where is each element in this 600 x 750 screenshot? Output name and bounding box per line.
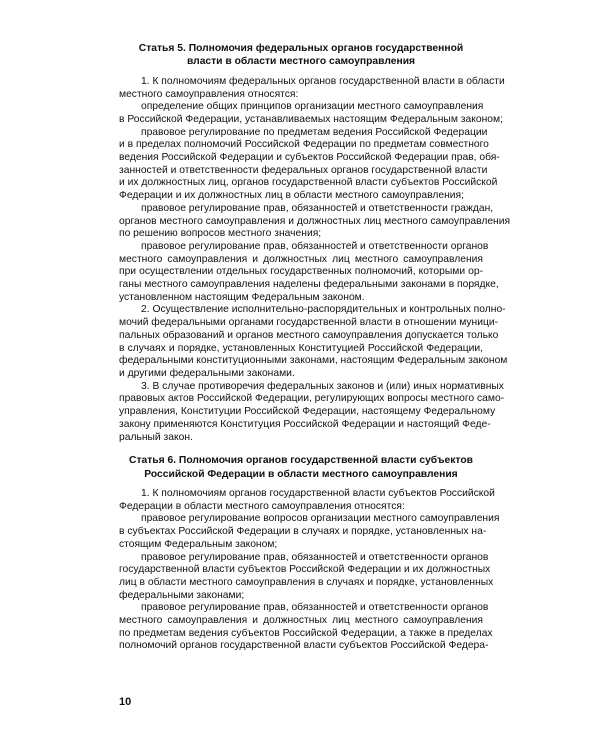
text-line: пальных образований и органов местного самоуправления допускается только	[119, 329, 499, 341]
text-line: в Российской Федерации, устанавливаемых настоящим Федеральным законом;	[119, 113, 503, 125]
paragraph	[119, 75, 505, 101]
text-line: ведения Российской Федерации и субъектов Российской Федерации прав, обя-	[119, 152, 500, 164]
heading-line: Российской Федерации в области местного самоуправления	[144, 468, 458, 480]
text-line: федеральными законами;	[119, 589, 245, 601]
paragraph	[119, 126, 500, 203]
text-line: по предметам ведения субъектов Российской Федерации, а также в пределах	[119, 627, 493, 639]
paragraph	[119, 101, 503, 126]
text-line: правовое регулирование прав, обязанностей и ответственности органов	[141, 240, 489, 252]
text-line: определение общих принципов организации местного самоуправления	[141, 101, 484, 113]
text-line: по решению вопросов местного значения;	[119, 228, 322, 240]
text-line: местного самоуправления и должностных лиц местного самоуправления	[119, 615, 483, 627]
page-number: 10	[119, 696, 132, 708]
text-line: правовое регулирование прав, обязанностей и ответственности органов	[141, 602, 489, 614]
text-line: правовых актов Российской Федерации, регулирующих вопросы местного само-	[119, 393, 505, 405]
text-line: лиц в области местного самоуправления в случаях и порядке, установленных	[119, 576, 494, 588]
text-line: ральный закон.	[119, 431, 193, 443]
paragraph	[119, 551, 494, 603]
paragraph	[119, 488, 495, 513]
text-line: правовое регулирование вопросов организации местного самоуправления	[141, 513, 500, 525]
text-line: правовое регулирование по предметам ведения Российской Федерации	[141, 126, 488, 138]
paragraph	[119, 602, 493, 653]
text-line: Федерации в области местного самоуправления относятся:	[119, 500, 405, 512]
article-6-heading	[119, 454, 483, 481]
text-line: стоящим Федеральным законом;	[119, 538, 278, 550]
text-line: правовое регулирование прав, обязанностей и ответственности граждан,	[141, 202, 494, 214]
text-line: закону применяются Конституция Российской Федерации и настоящий Феде-	[119, 418, 491, 430]
text-line: местного самоуправления и должностных лиц местного самоуправления	[119, 253, 483, 265]
text-line: 3. В случае противоречия федеральных законов и (или) иных нормативных	[141, 380, 504, 392]
text-line: Федерации и их должностных лиц в области местного самоуправления;	[119, 190, 464, 202]
text-line: 2. Осуществление исполнительно-распорядительных и контрольных полно-	[141, 304, 506, 316]
article-6-body	[119, 488, 500, 653]
heading-line: Статья 5. Полномочия федеральных органов государственной	[138, 43, 464, 54]
text-line: полномочий органов государственной власти субъектов Российской Федера-	[119, 640, 489, 652]
text-line: занностей и ответственности федеральных органов государственной власти	[119, 164, 488, 176]
text-line: ганы местного самоуправления наделены федеральными законами в порядке,	[119, 279, 499, 291]
text-line: 1. К полномочиям органов государственной власти субъектов Российской	[141, 488, 495, 500]
text-line: органов местного самоуправления и должностных лиц местного самоуправления	[119, 215, 511, 227]
heading-line: Статья 6. Полномочия органов государственной власти субъектов	[129, 455, 473, 467]
paragraph	[119, 513, 500, 551]
text-line: федеральными конституционными законами, настоящим Федеральным законом	[119, 355, 508, 367]
paragraph	[119, 304, 508, 380]
document-page	[119, 42, 511, 653]
paragraph	[119, 202, 511, 241]
text-line: местного самоуправления относятся:	[119, 88, 299, 100]
text-line: в случаях и порядке, установленных Конституцией Российской Федерации,	[119, 342, 483, 354]
text-line: управления, Конституции Российской Федерации, настоящему Федеральному	[119, 406, 496, 418]
text-line: 1. К полномочиям федеральных органов государственной власти в области	[141, 75, 505, 87]
paragraph	[119, 380, 505, 445]
text-line: и их должностных лиц, органов государственной власти субъектов Российской	[119, 177, 498, 189]
text-line: мочий федеральными органами государственной власти в отношении муници-	[119, 317, 499, 329]
text-line: государственной власти субъектов Российской Федерации и их должностных	[119, 564, 491, 576]
paragraph	[119, 240, 499, 305]
text-line: установленном настоящим Федеральным законом.	[119, 291, 365, 303]
text-line: и другими федеральными законами.	[119, 367, 295, 379]
text-line: и в пределах полномочий Российской Федерации по предметам совместного	[119, 139, 489, 151]
text-line: правовое регулирование прав, обязанностей и ответственности органов	[141, 551, 489, 563]
article-5-body	[119, 75, 511, 444]
text-line: при осуществлении отдельных государственных полномочий, которыми ор-	[119, 266, 483, 278]
article-5-heading	[119, 42, 483, 69]
heading-line: власти в области местного самоуправления	[186, 56, 416, 68]
text-line: в субъектах Российской Федерации в случаях и порядке, установленных на-	[119, 526, 487, 538]
